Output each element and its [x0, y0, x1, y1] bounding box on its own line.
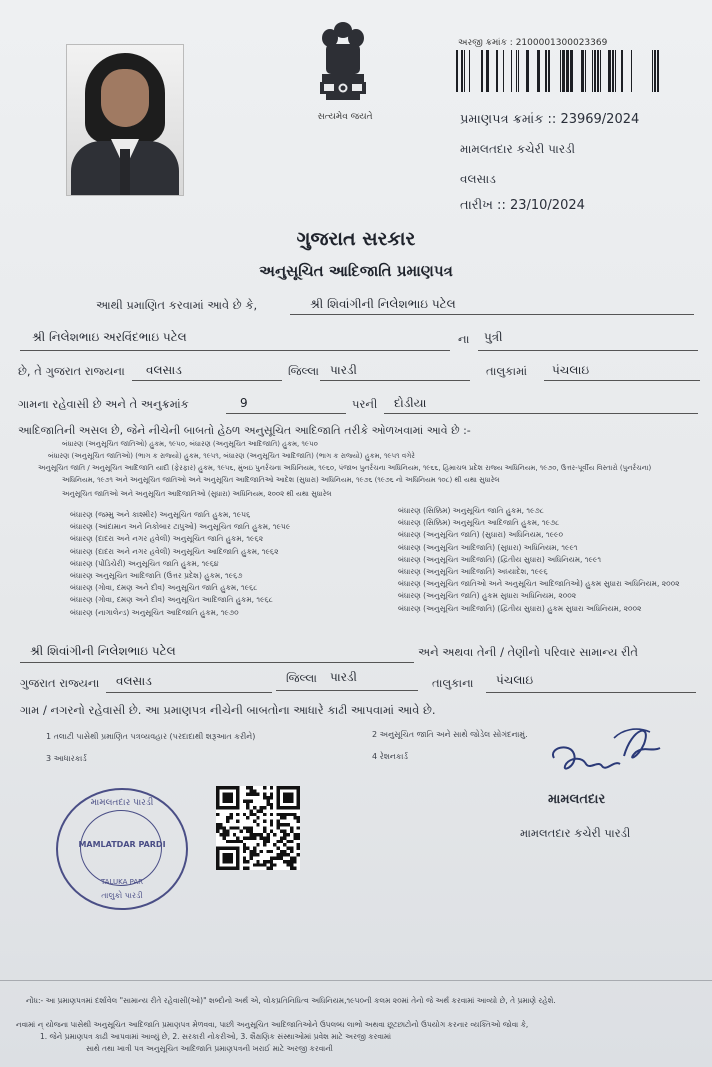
- father-name: શ્રી નિલેશભાઇ અરવિંદભાઇ પટેલ: [32, 330, 187, 344]
- relation: પુત્રી: [484, 330, 503, 344]
- order-item: બંધારણ (અનુસૂચિત જાતિ) હુકમ સુધારા અધિનિયમ, ૨૦૦૨: [398, 591, 577, 601]
- legal-line: બંધારણ (અનુસૂચિત જાતિઓ) (ભાગ ક રાજ્યો) હુકમ, ૧૯૫૧, બંધારણ (અનુસૂચિત આદિજાતિ) (ભાગ ક રાજ્યો) હુકમ, ૧૯૫૧ વગેરે: [48, 452, 415, 460]
- order-item: બંધારણ (સિક્કિમ) અનુસૂચિત જાતિ હુકમ, ૧૯૭૮: [398, 506, 544, 515]
- row3-taluka-label: તાલુકામાં: [486, 364, 528, 378]
- order-item: બંધારણ (દાદરા અને નગર હવેલી) અનુસૂચિત જાતિ હુકમ, ૧૯૬૨: [70, 534, 264, 544]
- order-item: બંધારણ (અનુસૂચિત આદિજાતિ) (દ્વિતીય સુધારા) હુકમ સુધારા અધિનિયમ, ૨૦૦૨: [398, 603, 642, 613]
- row7-district: વલસાડ: [116, 674, 152, 688]
- footer-note: નોંધ:- આ પ્રમાણપત્રમાં દર્શાવેલ "સામાન્ય રીતે રહેવાસી(ઓ)" શબ્દોનો અર્થ એ, લોકપ્રતિનિધિત્વ અધિનિયમ,૧૯૫૦ની કલમ ૨૦માં તેનો જે અર્થ કરવામાં આવ્યો છે, તે પ્રમાણે રહેશે.: [26, 996, 556, 1005]
- row7-district-label: જિલ્લા: [286, 671, 317, 685]
- basis-item: 4 રેશનકાર્ડ: [372, 752, 408, 761]
- issuing-district: વલસાડ: [460, 172, 496, 186]
- footer-note: 1. જેને પ્રમાણપત્ર કાઢી આપવામાં આવ્યું છે, 2. સરકારી નોકરીઓ, 3. શૈક્ષણિક સંસ્થાઓમાં પ્રવેશ માટે અરજી કરવામાં: [40, 1032, 392, 1041]
- footer-note: નવામાં ન્ યોજના પાસેથી અનુસૂચિત આદિજાતિ પ્રમાણપત્ર મેળવવા, પાછી અનુસૂચિત આદિજાતિઓને ઉપલબ્ધ લાભો અથવા છૂટછાટોનો ઉપયોગ કરનાર વ્યક્તિઓ જોવા કે,: [16, 1020, 529, 1029]
- row4-label: પરની: [352, 397, 378, 411]
- order-item: બંધારણ અનુસૂચિત આદિજાતિ (ઉત્તર પ્રદેશ) હુકમ, ૧૯૬૭: [70, 571, 243, 580]
- national-emblem-icon: [312, 18, 374, 122]
- row7-village: પંચલાઇ: [496, 673, 534, 687]
- order-item: બંધારણ (ગોવા, દમણ અને દીવ) અનુસૂચિત જાતિ હુકમ, ૧૯૬૮: [70, 583, 258, 593]
- order-item: બંધારણ (અનુસૂચિત આદિજાતિ) (દ્વિતીય સુધારા) અધિનિયમ, ૧૯૯૧: [398, 554, 602, 564]
- seal-mid-text: MAMLATDAR PARDI: [78, 840, 166, 849]
- legal-line: અધિનિયમ, ૧૯૭૧ અને અનુસૂચિત જાતિઓ અને અનુસૂચિત આદિજાતિઓ આદેશ (સુધારા) અધિનિયમ, ૧૯૭૬ (૧૯૭૬ નો અધિનિયમ ૧૦૮) થી યથા સુધારેલ: [62, 476, 500, 484]
- order-item: બંધારણ (આંદામાન અને નિકોબાર ટાપુઓ) અનુસૂચિત જાતિ હુકમ, ૧૯૫૯: [70, 522, 291, 532]
- order-item: બંધારણ (ગોવા, દમણ અને દીવ) અનુસૂચિત આદિજાતિ હુકમ, ૧૯૬૮: [70, 595, 273, 605]
- row3-village: પંચલાઇ: [552, 363, 590, 377]
- row6-suffix: અને અથવા તેની / તેણીનો પરિવાર સામાન્ય રીતે: [418, 645, 639, 659]
- legal-line: અનુસૂચિત જાતિઓ અને અનુસૂચિત આદિજાતિઓ (સુધારા) અધિનિયમ, ૨૦૦૨ થી યથા સુધારેલ: [62, 490, 332, 498]
- issue-date: તારીખ :: 23/10/2024: [460, 198, 585, 213]
- certificate-title: અનુસૂચિત આદિજાતિ પ્રમાણપત્ર: [259, 262, 453, 280]
- row7-taluka: પારડી: [330, 670, 357, 684]
- issuing-office: મામલતદાર કચેરી પારડી: [460, 142, 576, 156]
- row7-prefix: ગુજરાત રાજ્યના: [20, 676, 100, 690]
- row3-prefix: છે, તે ગુજરાત રાજ્યના: [18, 364, 125, 378]
- order-item: બંધારણ (અનુસૂચિત આદિજાતિ) અધ્યાદેશ, ૧૯૯૬: [398, 567, 548, 576]
- seal-bottom-text: TALUKA PAR: [100, 878, 144, 886]
- row4-number: 9: [240, 396, 248, 410]
- basis-item: 1 તલાટી પાસેથી પ્રમાણિત પત્રવ્યવહાર (પરદાદાથી શરૂઆત કરીને): [46, 732, 256, 741]
- certificate-number: પ્રમાણપત્ર ક્રમાંક :: 23969/2024: [460, 112, 640, 127]
- row5-text: આદિજાતિની અસલ છે, જેને નીચેની બાબતો હેઠળ અનુસૂચિત આદિજાતિ તરીકે ઓળખવામાં આવે છે :-: [18, 424, 471, 437]
- emblem-caption: સત્યમેવ જયતે: [317, 112, 373, 122]
- office-seal: [56, 788, 188, 910]
- footer-note: સાથે તથા ખાત્રી પત્ર અનુસૂચિત આદિજાતિ પ્રમાણપત્રની ખરાઈ માટે અરજી કરવાની: [86, 1044, 333, 1053]
- row4-prefix: ગામના રહેવાસી છે અને તે અનુક્રમાંક: [18, 397, 189, 411]
- order-item: બંધારણ (અનુસૂચિત જાતિ) (સુધારા) અધિનિયમ, ૧૯૯૦: [398, 530, 563, 540]
- application-serial: અરજી ક્રમાંક : 2100001300023369: [458, 38, 608, 48]
- holder-name: શ્રી શિવાંગીની નિલેશભાઇ પટેલ: [310, 297, 456, 311]
- government-title: ગુજરાત સરકાર: [296, 228, 416, 250]
- row1-label: આથી પ્રમાણિત કરવામાં આવે છે કે,: [96, 298, 258, 312]
- signatory-title: મામલતદાર: [548, 792, 606, 807]
- order-item: બંધારણ (જમ્મુ અને કાશ્મીર) અનુસૂચિત જાતિ હુકમ, ૧૯૫૬: [70, 510, 251, 519]
- holder-name-repeat: શ્રી શિવાંગીની નિલેશભાઇ પટેલ: [30, 644, 176, 658]
- signature-icon: [540, 718, 670, 788]
- seal-top-text: મામલતદાર પારડી: [90, 798, 154, 808]
- order-item: બંધારણ (દાદરા અને નગર હવેલી) અનુસૂચિત આદિજાતિ હુકમ, ૧૯૬૨: [70, 546, 279, 556]
- legal-line: બંધારણ (અનુસૂચિત જાતિઓ) હુકમ, ૧૯૫૦, બંધારણ (અનુસૂચિત આદિજાતિ) હુકમ, ૧૯૫૦: [62, 440, 318, 448]
- order-item: બંધારણ (સિક્કિમ) અનુસૂચિત આદિજાતિ હુકમ, ૧૯૭૮: [398, 518, 560, 528]
- caste-name: દોડીયા: [394, 396, 427, 410]
- applicant-photo: [66, 44, 184, 196]
- basis-item: 3 આધારકાર્ડ: [46, 754, 87, 763]
- row2-suffix: ના: [458, 332, 470, 346]
- row3-district: વલસાડ: [146, 363, 182, 377]
- order-item: બંધારણ (અનુસૂચિત જાતિઓ અને અનુસૂચિત આદિજાતિઓ) હુકમ સુધારા અધિનિયમ, ૨૦૦૨: [398, 579, 680, 589]
- row8-text: ગામ / નગરનો રહેવાસી છે. આ પ્રમાણપત્ર નીચેની બાબતોના આધારે કાઢી આપવામાં આવે છે.: [20, 703, 436, 717]
- qr-code-icon: [216, 786, 300, 870]
- signatory-office: મામલતદાર કચેરી પારડી: [520, 826, 631, 840]
- basis-item: 2 અનુસૂચિત જાતિ અને સાથે જોડેલ સોગંદનામું.: [372, 730, 528, 739]
- barcode-icon: [456, 50, 660, 92]
- order-item: બંધારણ (અનુસૂચિત આદિજાતિ) (સુધારા) અધિનિયમ, ૧૯૯૧: [398, 542, 578, 552]
- order-item: બંધારણ (પોંડિચેરી) અનુસૂચિત જાતિ હુકમ, ૧૯૬૪: [70, 558, 219, 568]
- legal-line: અનુસૂચિત જાતિ / અનુસૂચિત આદિજાતિ યાદી (ફેરફાર) હુકમ, ૧૯૫૬, મુંબઇ પુનર્રચના અધિનિયમ, ૧૯૬૦, પંજાબ પુનર્રચના અધિનિયમ, ૧૯૬૬, હિમાચલ પ્રદેશ રાજ્ય અધિનિયમ, ૧૯૭૦, ઉત્તર-પૂર્વીય વિસ્તારો (પુનર્રચના): [38, 464, 652, 472]
- row3-district-label: જિલ્લા: [288, 364, 319, 378]
- order-item: બંધારણ (નાગાલેન્ડ) અનુસૂચિત આદિજાતિ હુકમ, ૧૯૭૦: [70, 607, 239, 617]
- seal-lower-text: તાલુકો પારડી: [101, 891, 143, 900]
- row7-taluka-label: તાલુકાના: [432, 676, 474, 690]
- row3-taluka: પારડી: [330, 363, 357, 377]
